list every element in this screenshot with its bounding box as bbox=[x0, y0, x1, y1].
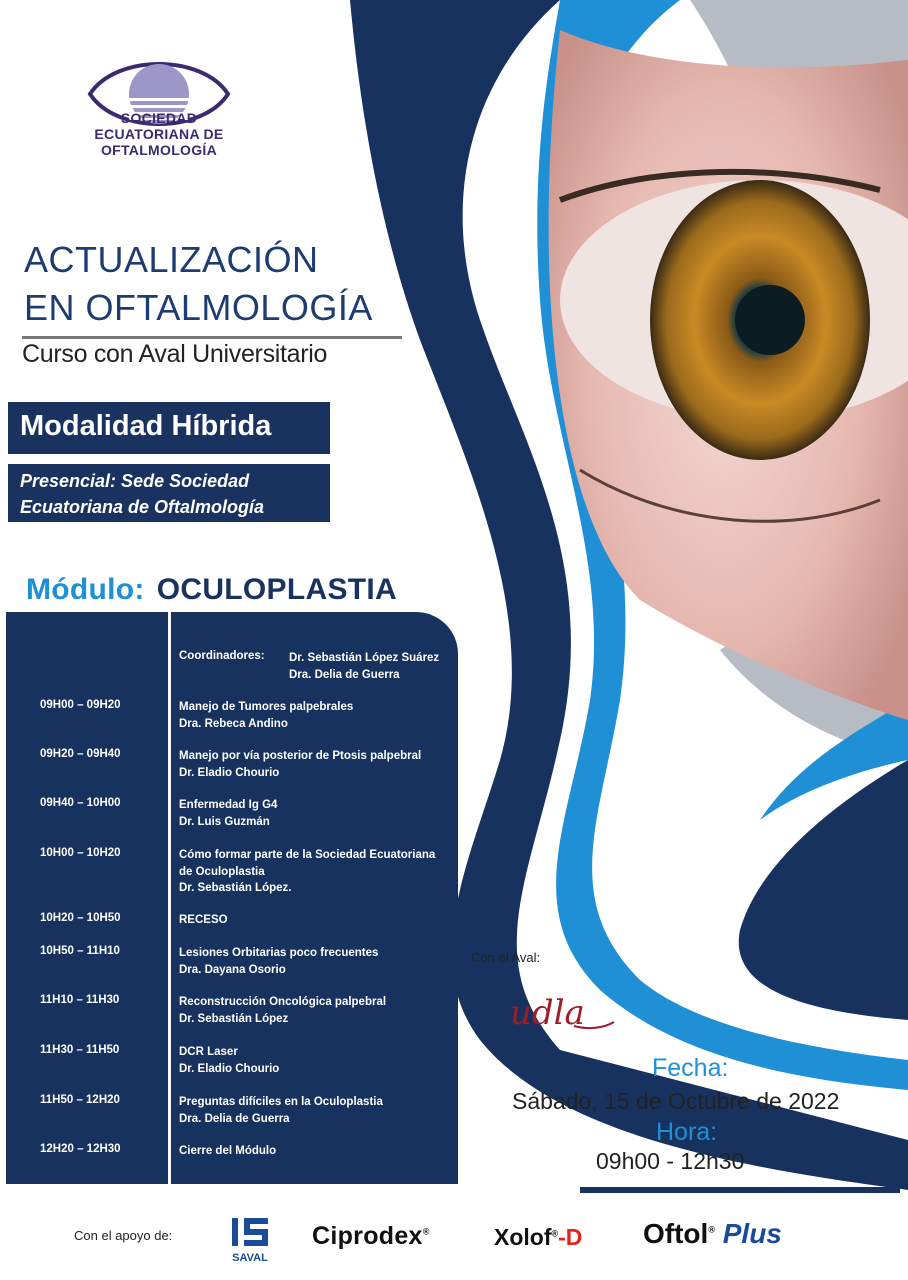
coordinators-label: Coordinadores: bbox=[179, 650, 265, 662]
venue-line2: Ecuatoriana de Oftalmología bbox=[20, 497, 265, 517]
oftol-logo bbox=[643, 1218, 782, 1250]
ciprodex-name: Ciprodex bbox=[312, 1222, 423, 1250]
schedule-topic: DCR Laser bbox=[179, 1046, 238, 1058]
module-name: OCULOPLASTIA bbox=[156, 573, 397, 606]
schedule-speaker: Dr. Sebastián López. bbox=[179, 882, 292, 894]
xolof-suffix: -D bbox=[558, 1224, 583, 1250]
schedule-topic: Lesiones Orbitarias poco frecuentes bbox=[179, 947, 379, 959]
schedule-time: 11H10 – 11H30 bbox=[40, 994, 120, 1006]
schedule-topic-cont: de Oculoplastia bbox=[179, 865, 265, 878]
schedule-item bbox=[179, 1094, 461, 1127]
schedule-topic: Enfermedad Ig G4 bbox=[179, 799, 278, 811]
schedule-time: 10H20 – 10H50 bbox=[40, 912, 121, 924]
sponsors-label: Con el apoyo de: bbox=[74, 1228, 173, 1243]
schedule-time: 11H30 – 11H50 bbox=[40, 1044, 120, 1056]
schedule-speaker: Dra. Dayana Osorio bbox=[179, 963, 286, 976]
schedule-time: 12H20 – 12H30 bbox=[40, 1143, 121, 1155]
schedule-item bbox=[179, 1143, 461, 1160]
schedule-topic: Cómo formar parte de la Sociedad Ecuatoriana bbox=[179, 849, 436, 861]
schedule-divider bbox=[168, 612, 171, 1184]
society-name-line2: ECUATORIANA DE bbox=[94, 126, 224, 142]
coordinator-2: Dra. Delia de Guerra bbox=[289, 668, 400, 681]
schedule-speaker: Dr. Luis Guzmán bbox=[179, 815, 270, 828]
schedule-item bbox=[179, 699, 461, 732]
schedule-time: 10H00 – 10H20 bbox=[40, 847, 121, 859]
title-divider bbox=[22, 336, 402, 339]
registered-mark: ® bbox=[708, 1224, 715, 1235]
mode-label: Modalidad Híbrida bbox=[20, 410, 272, 442]
schedule-time: 09H40 – 10H00 bbox=[40, 797, 121, 809]
schedule-time: 09H00 – 09H20 bbox=[40, 699, 121, 711]
venue-label bbox=[20, 468, 264, 520]
module-heading bbox=[26, 573, 397, 607]
schedule-item bbox=[179, 912, 461, 929]
ciprodex-logo bbox=[312, 1222, 430, 1251]
coordinator-1: Dr. Sebastián López Suárez bbox=[289, 652, 440, 664]
society-name bbox=[60, 110, 258, 158]
page-title bbox=[24, 236, 424, 332]
schedule-topic: Preguntas difíciles en la Oculoplastia bbox=[179, 1096, 383, 1108]
oftol-name: Oftol bbox=[643, 1218, 709, 1249]
registered-mark: ® bbox=[551, 1228, 559, 1239]
schedule-speaker: Dr. Sebastián López bbox=[179, 1012, 289, 1025]
saval-logo bbox=[228, 1216, 272, 1264]
schedule-speaker: Dr. Eladio Chourio bbox=[179, 1062, 280, 1075]
venue-line1: Presencial: Sede Sociedad bbox=[20, 471, 250, 491]
society-name-line3: OFTALMOLOGÍA bbox=[100, 142, 218, 158]
schedule-item bbox=[179, 945, 461, 978]
svg-text:udla: udla bbox=[510, 993, 585, 1033]
date-divider bbox=[580, 1187, 900, 1193]
schedule-topic: RECESO bbox=[179, 914, 228, 926]
time-value: 09h00 - 12h30 bbox=[596, 1148, 745, 1174]
date-value: Sábado, 15 de Octubre de 2022 bbox=[512, 1088, 840, 1114]
date-label: Fecha: bbox=[652, 1054, 729, 1082]
title-line2: EN OFTALMOLOGÍA bbox=[24, 287, 373, 328]
registered-mark: ® bbox=[422, 1226, 430, 1237]
module-label: Módulo: bbox=[26, 573, 145, 606]
subtitle: Curso con Aval Universitario bbox=[22, 340, 328, 368]
navy-band bbox=[739, 760, 908, 1020]
coordinators-names bbox=[289, 650, 439, 683]
time-label: Hora: bbox=[656, 1118, 718, 1146]
society-name-line1: SOCIEDAD bbox=[120, 110, 198, 126]
schedule-speaker: Dr. Eladio Chourio bbox=[179, 766, 280, 779]
schedule-time: 11H50 – 12H20 bbox=[40, 1094, 120, 1106]
schedule-topic: Cierre del Módulo bbox=[179, 1145, 277, 1157]
schedule-speaker: Dra. Delia de Guerra bbox=[179, 1112, 290, 1125]
udla-logo bbox=[508, 990, 616, 1034]
title-line1: ACTUALIZACIÓN bbox=[24, 239, 319, 280]
schedule-item bbox=[179, 994, 461, 1027]
svg-text:SAVAL: SAVAL bbox=[232, 1252, 268, 1264]
schedule-item bbox=[179, 1044, 461, 1077]
xolof-name: Xolof bbox=[494, 1224, 552, 1250]
schedule-time: 09H20 – 09H40 bbox=[40, 748, 121, 760]
schedule-topic: Manejo por vía posterior de Ptosis palpebral bbox=[179, 750, 422, 762]
schedule-topic: Reconstrucción Oncológica palpebral bbox=[179, 996, 387, 1008]
schedule-item bbox=[179, 797, 461, 830]
schedule-speaker: Dra. Rebeca Andino bbox=[179, 717, 288, 730]
xolof-logo bbox=[494, 1224, 582, 1251]
schedule-time: 10H50 – 11H10 bbox=[40, 945, 120, 957]
schedule-topic: Manejo de Tumores palpebrales bbox=[179, 701, 354, 713]
aval-label: Con el Aval: bbox=[471, 950, 541, 965]
schedule-item bbox=[179, 847, 461, 897]
schedule-item bbox=[179, 748, 461, 781]
oftol-suffix: Plus bbox=[722, 1218, 782, 1249]
